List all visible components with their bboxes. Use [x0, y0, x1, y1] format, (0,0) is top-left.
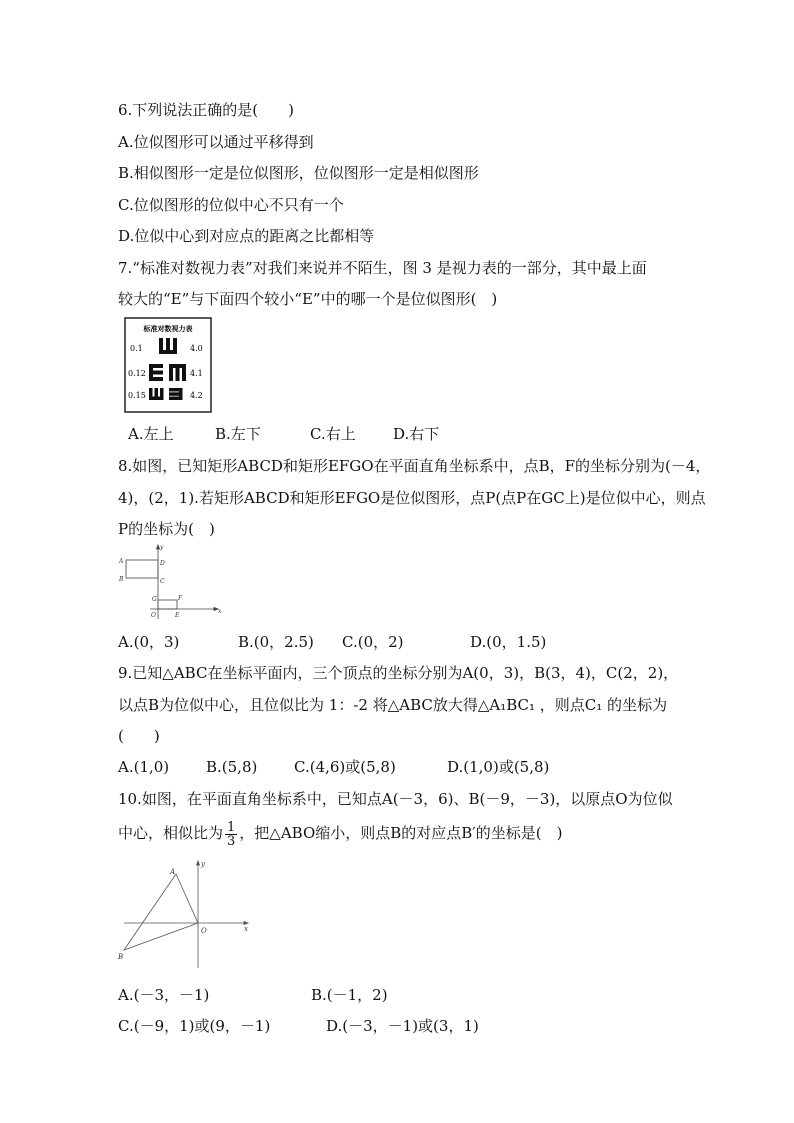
- eye-chart-right-label: 4.0: [190, 344, 203, 353]
- q8-option-b: B.(0，2.5): [238, 633, 314, 651]
- q9-option-a: A.(1,0): [118, 758, 170, 776]
- q8-option-c: C.(0，2): [342, 633, 404, 651]
- eye-chart-right-label: 4.2: [190, 391, 203, 400]
- q6-option-a: A.位似图形可以通过平移得到: [118, 133, 314, 151]
- label-x: x: [218, 608, 222, 615]
- small-e-icon: [149, 388, 164, 400]
- ratio-fraction: [225, 821, 237, 848]
- q7-stem-line2: 较大的“E”与下面四个较小“E”中的哪一个是位似图形( ): [118, 290, 498, 308]
- fraction-denominator: 3: [227, 833, 236, 849]
- q7-eye-chart: [124, 317, 212, 413]
- eye-chart-left-label: 0.15: [128, 391, 146, 400]
- small-e-icon: [169, 364, 186, 381]
- label-b: B: [119, 576, 124, 583]
- label-b: B: [118, 953, 124, 961]
- q10-stem-post: ，把△ABO缩小，则点B的对应点B′的坐标是( ): [239, 824, 563, 842]
- q10-option-b: B.(－1，2): [311, 986, 388, 1004]
- small-e-icon: [149, 364, 163, 381]
- label-x: x: [244, 925, 248, 933]
- q8-stem-line1: 8.如图，已知矩形ABCD和矩形EFGO在平面直角坐标系中，点B，F的坐标分别为(－4，: [118, 457, 711, 475]
- big-e-icon: [159, 338, 177, 354]
- q10-stem-line1: 10.如图，在平面直角坐标系中，已知点A(－3，6)、B(－9，－3)，以原点O为位似: [118, 790, 673, 808]
- q6-option-d: D.位似中心到对应点的距离之比都相等: [118, 227, 375, 245]
- eye-chart-left-label: 0.12: [128, 369, 146, 378]
- q9-option-b: B.(5,8): [206, 758, 258, 776]
- q6-option-c: C.位似图形的位似中心不只有一个: [118, 196, 344, 214]
- q9-option-c: C.(4,6)或(5,8): [294, 758, 396, 776]
- q10-option-d: D.(－3，－1)或(3，1): [326, 1017, 479, 1035]
- q7-stem-line1: 7.“标准对数视力表”对我们来说并不陌生，图 3 是视力表的一部分，其中最上面: [118, 259, 647, 277]
- q10-option-c: C.(－9，1)或(9，－1): [118, 1017, 271, 1035]
- q7-option-a: A.左上: [128, 425, 174, 443]
- q7-option-c: C.右上: [310, 425, 356, 443]
- label-o: O: [151, 612, 156, 619]
- q10-stem-pre: 中心，相似比为: [118, 824, 224, 842]
- label-y: y: [160, 544, 164, 551]
- q9-stem-line2: 以点B为位似中心，且位似比为 1：-2 将△ABC放大得△A₁BC₁ ，则点C₁ 的坐标为: [118, 696, 668, 714]
- q9-stem-line1: 9.已知△ABC在坐标平面内，三个顶点的坐标分别为A(0，3)，B(3，4)，C(2，2)，: [118, 664, 679, 682]
- q6-stem: 6.下列说法正确的是( ): [118, 101, 295, 119]
- fraction-numerator: 1: [227, 819, 236, 835]
- q8-option-a: A.(0，3): [118, 633, 180, 651]
- small-e-icon: [169, 388, 183, 400]
- label-g: G: [152, 596, 157, 603]
- q7-option-b: B.左下: [215, 425, 261, 443]
- label-d: D: [160, 560, 165, 567]
- label-f: F: [178, 595, 183, 602]
- q10-option-a: A.(－3，－1): [118, 986, 210, 1004]
- q10-figure: [114, 858, 254, 970]
- label-o: O: [201, 927, 207, 935]
- q7-option-d: D.右下: [393, 425, 440, 443]
- q10-stem-line2: [118, 820, 562, 848]
- eye-chart-right-label: 4.1: [190, 369, 203, 378]
- label-y: y: [201, 860, 205, 868]
- q6-option-b: B.相似图形一定是位似图形，位似图形一定是相似图形: [118, 164, 479, 182]
- q8-stem-line2: 4)，(2，1).若矩形ABCD和矩形EFGO是位似图形，点P(点P在GC上)是位似中心，则点: [118, 489, 706, 507]
- eye-chart-title: 标准对数视力表: [143, 325, 193, 333]
- q8-stem-line3: P的坐标为( ): [118, 520, 215, 538]
- label-a: A: [170, 868, 176, 876]
- label-e: E: [175, 612, 180, 619]
- eye-chart-left-label: 0.1: [130, 344, 143, 353]
- q9-stem-line3: ( ): [118, 727, 160, 745]
- q8-option-d: D.(0，1.5): [470, 633, 547, 651]
- q9-option-d: D.(1,0)或(5,8): [447, 758, 550, 776]
- label-c: C: [160, 578, 165, 585]
- q8-figure: [114, 543, 224, 621]
- label-a: A: [119, 558, 124, 565]
